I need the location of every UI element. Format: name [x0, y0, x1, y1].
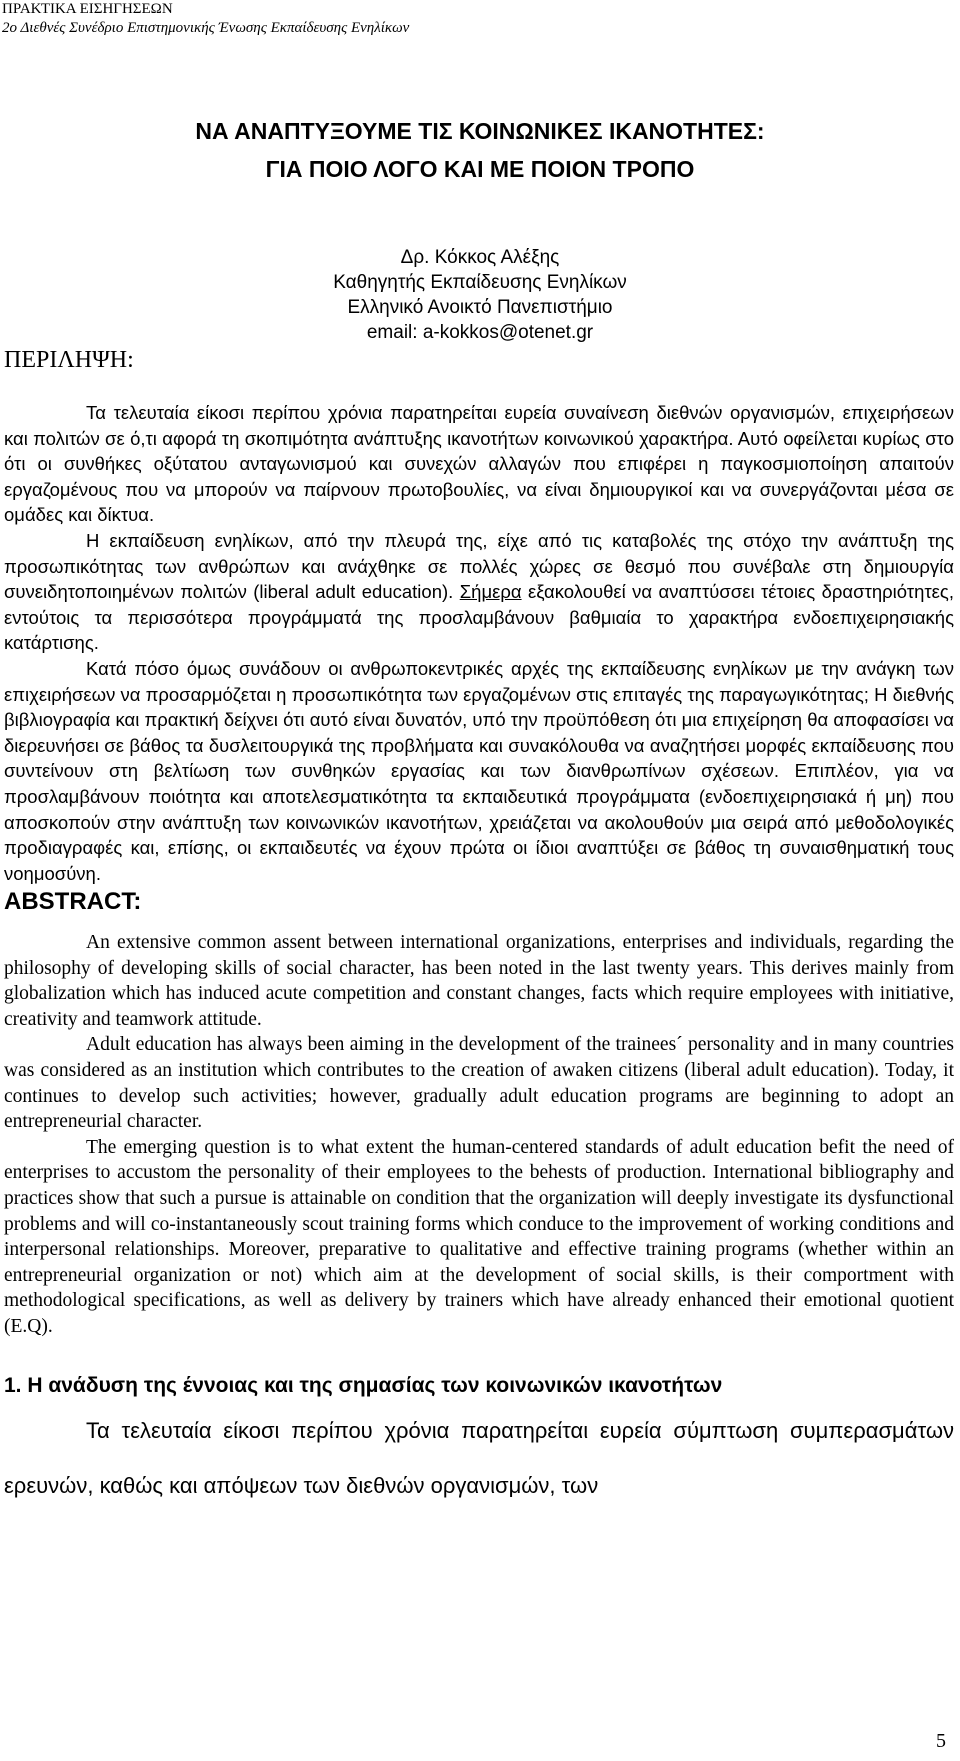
summary-paragraph-1: Τα τελευταία είκοσι περίπου χρόνια παρατηρείται ευρεία συναίνεση διεθνών οργανισμών, επιχειρήσεων και πολιτών σε ό,τι αφορά τη σκοπιμότητα ανάπτυξης ικανοτήτων κοινωνικού χαρακτήρα. Αυτό οφείλεται κυρίως στο ότι οι συνθήκες οξύτατου ανταγωνισμού και συνεχών αλλαγών που επιφέρει η παγκοσμιοποίηση απαιτούν εργαζομένους που να μπορούν να παίρνουν πρωτοβουλίες, να είναι δημιουργικοί και να συνεργάζονται μέσα σε ομάδες και δίκτυα.	[4, 402, 954, 526]
author-block	[0, 245, 960, 345]
running-header	[2, 0, 409, 38]
author-email: email: a-kokkos@otenet.gr	[366, 322, 594, 343]
abstract-paragraph-2: Adult education has always been aiming in the development of the trainees´ personality and in many countries was considered as an institution which contributes to the creation of awaken citizens (liberal adult education). Today, it continues to develop such activities; however, gradually adult education programs are beginning to adopt an entrepreneurial character.	[4, 1034, 954, 1133]
header-line-2: 2ο Διεθνές Συνέδριο Επιστημονικής Ένωσης Εκπαίδευσης Ενηλίκων	[2, 20, 410, 36]
abstract-body	[4, 930, 954, 1340]
summary-paragraph-2	[4, 528, 954, 656]
summary-paragraph-2b: Σήμερα	[459, 581, 522, 603]
abstract-paragraph-1: An extensive common assent between international organizations, enterprises and individuals, regarding the philosophy of developing skills of social character, has been noted in the last twenty years. This derives mainly from globalization which has induced acute competition and constant changes, facts which require employees with initiative, creativity and teamwork attitude.	[4, 932, 954, 1030]
section-1-paragraph: Τα τελευταία είκοσι περίπου χρόνια παρατηρείται ευρεία σύμπτωση συμπερασμάτων ερευνών, καθώς και απόψεων των διεθνών οργανισμών, των	[4, 1418, 954, 1498]
summary-body	[4, 400, 954, 886]
summary-paragraph-2a: Η εκπαίδευση ενηλίκων, από την πλευρά της, είχε από τις καταβολές της στόχο την ανάπτυξη της προσωπικότητας των ανθρώπων και ανάχθηκε σε πολλές χώρες σε θεσμό που συνέβαλε στη δημιουργία συνειδητοποιημένων πολιτών (liberal adult education).	[4, 529, 954, 603]
author-affiliation: Ελληνικό Ανοικτό Πανεπιστήμιο	[347, 297, 613, 318]
author-role: Καθηγητής Εκπαίδευσης Ενηλίκων	[333, 272, 627, 293]
abstract-paragraph-3: The emerging question is to what extent the human-centered standards of adult education befit the need of enterprises to accustom the personality of their employees to the behests of production. International bibliography and practices show that such a pursue is attainable on condition that the organization will deeply investigate its dysfunctional problems and will co-instantaneously scout training forms which conduce to the improvement of working conditions and interpersonal relationships. Moreover, preparative to qualitative and effective training programs (whether within an entrepreneurial organization or not) which aim at the development of social skills, is their comportment with methodological specifications, as well as delivery by trainers which have already enhanced their emotional quotient (E.Q).	[4, 1136, 954, 1337]
summary-paragraph-3: Κατά πόσο όμως συνάδουν οι ανθρωποκεντρικές αρχές της εκπαίδευσης ενηλίκων με την ανάγκη των επιχειρήσεων να προσαρμόζεται η προσωπικότητα των εργαζομένων στις επιταγές της παραγωγικότητας; Η διεθνής βιβλιογραφία και πρακτική δείχνει ότι αυτό είναι δυνατόν, υπό την προϋπόθεση ότι μια επιχείρηση θα αποφασίσει να διερευνήσει σε βάθος τα δυσλειτουργικά της προβλήματα και συνακόλουθα να αναζητήσει μορφές εκπαίδευσης που συντείνουν στη βελτίωση των συνθηκών εργασίας και των διανθρωπίνων σχέσεων. Επιπλέον, για να προσλαμβάνουν ποιότητα και αποτελεσματικότητα τα εκπαιδευτικά προγράμματα (ενδοεπιχειρησιακά ή μη) που αποσκοπούν στην ανάπτυξη των κοινωνικών ικανοτήτων, χρειάζεται να ακολουθούν μια σειρά από μεθοδολογικές προδιαγραφές και, επίσης, οι εκπαιδευτές να έχουν πρώτα οι ίδιοι αναπτύξει σε βάθος τη συναισθηματική τους νοημοσύνη.	[4, 657, 954, 884]
page-number: 5	[936, 1730, 946, 1752]
section-1-heading: 1. Η ανάδυση της έννοιας και της σημασίας των κοινωνικών ικανοτήτων	[4, 1374, 723, 1397]
paper-title-line-1: ΝΑ ΑΝΑΠΤΥΞΟΥΜΕ ΤΙΣ ΚΟΙΝΩΝΙΚΕΣ ΙΚΑΝΟΤΗΤΕΣ:	[195, 118, 765, 144]
section-1-text	[4, 1403, 954, 1513]
summary-heading: ΠΕΡΙΛΗΨΗ:	[4, 347, 134, 373]
paper-title-line-2: ΓΙΑ ΠΟΙΟ ΛΟΓΟ ΚΑΙ ΜΕ ΠΟΙΟΝ ΤΡΟΠΟ	[265, 156, 695, 182]
header-line-1: ΠΡΑΚΤΙΚΑ ΕΙΣΗΓΗΣΕΩΝ	[2, 1, 173, 17]
abstract-heading: ABSTRACT:	[4, 888, 142, 915]
author-name: Δρ. Κόκκος Αλέξης	[400, 247, 560, 268]
summary-paragraph-2c: εξακολουθεί να αναπτύσσει τέτοιες δραστηριότητες, εντούτοις τα περισσότερα προγράμματά της προσλαμβάνουν βαθμιαία το χαρακτήρα ενδοεπιχειρησιακής κατάρτισης.	[4, 581, 954, 654]
